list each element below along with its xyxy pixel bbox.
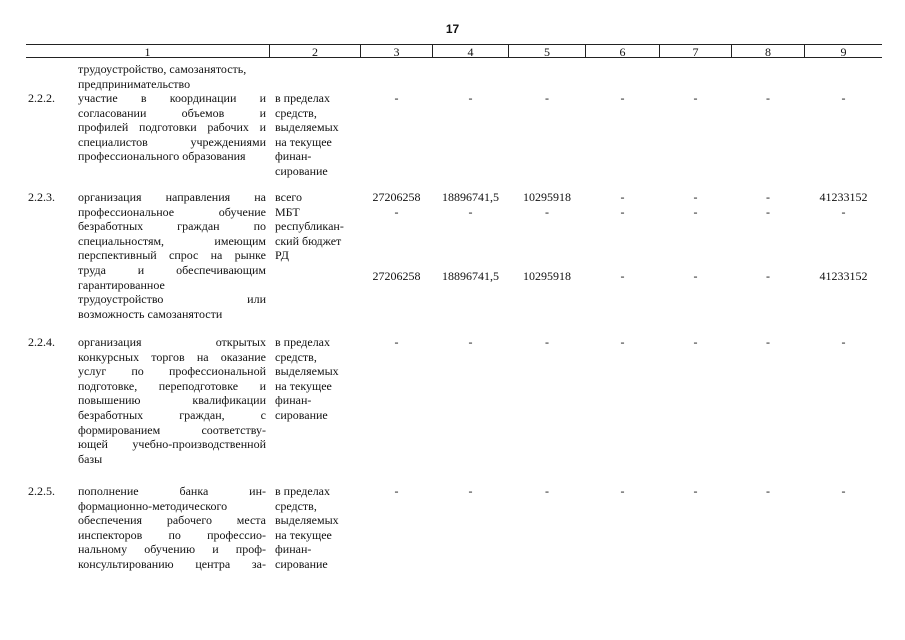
value-cell: -	[766, 484, 770, 498]
continuation-line: трудоустройство, самозанятость,	[78, 62, 247, 76]
value-cell: -	[841, 91, 846, 105]
value-cell: -	[841, 204, 846, 219]
value-cell: -	[468, 484, 473, 498]
column-header: 1	[144, 45, 151, 59]
row-id: 2.2.3.	[28, 190, 55, 204]
column-header: 9	[840, 45, 847, 59]
column-header: 4	[467, 45, 474, 59]
value-cell: -	[468, 204, 473, 219]
financing-line: выделяемых	[275, 513, 339, 528]
value-cell: -	[693, 484, 698, 498]
value-cell: -	[394, 204, 399, 219]
financing-line: на текущее	[275, 134, 332, 149]
value-cell: -	[545, 91, 549, 105]
financing-line: сирование	[275, 164, 328, 178]
row-description-line: конкурсных торгов на оказание	[78, 349, 266, 364]
value-cell: -	[394, 335, 399, 349]
row-description-line: участие в координации и	[78, 91, 266, 105]
value-cell: -	[620, 91, 625, 105]
value-cell: -	[693, 204, 698, 219]
value-cell: -	[693, 335, 698, 349]
row-description-line: возможность самозанятости	[78, 306, 223, 321]
value-cell: -	[545, 204, 549, 219]
column-header: 6	[619, 45, 626, 59]
row-description-line: обеспечения рабочего места	[78, 513, 266, 528]
row-description-line: специальностям, имеющим	[78, 233, 266, 248]
value-cell: -	[394, 484, 399, 498]
value-cell: -	[766, 190, 770, 204]
financing-line: финан-	[275, 149, 312, 164]
value-cell: 41233152	[819, 269, 868, 283]
value-cell: -	[468, 91, 473, 105]
column-header: 3	[393, 45, 400, 59]
financing-line: средств,	[275, 498, 317, 513]
row-id: 2.2.5.	[28, 484, 55, 498]
financing-line: на текущее	[275, 527, 332, 542]
row-description-line: консультированию центра за-	[78, 557, 266, 571]
value-cell: 27206258	[372, 269, 421, 283]
value-cell: -	[620, 335, 625, 349]
value-cell: -	[468, 335, 473, 349]
financing-line: выделяемых	[275, 120, 339, 135]
financing-line: МБТ	[275, 204, 300, 219]
row-description-line: специалистов учреждениями	[78, 134, 266, 149]
financing-line: средств,	[275, 105, 317, 120]
row-description-line: профилей подготовки рабочих и	[78, 120, 266, 135]
value-cell: -	[620, 190, 625, 204]
financing-line: сирование	[275, 408, 328, 422]
row-description-line: профессионального образования	[78, 149, 246, 164]
financing-line: финан-	[275, 393, 312, 408]
row-description-line: услуг по профессиональной	[78, 364, 266, 379]
row-description-line: профессиональное обучение	[78, 204, 266, 219]
value-cell: -	[766, 335, 770, 349]
value-cell: -	[841, 335, 846, 349]
row-description-line: базы	[78, 451, 103, 466]
column-header: 5	[544, 45, 550, 59]
row-description-line: труда и обеспечивающим	[78, 263, 266, 277]
row-description-line: перспективный спрос на рынке	[78, 248, 266, 263]
row-description-line: подготовке, переподготовке и	[78, 378, 266, 393]
value-cell: -	[620, 484, 625, 498]
value-cell: -	[766, 91, 770, 105]
value-cell: -	[394, 91, 399, 105]
financing-line: финан-	[275, 542, 312, 557]
financing-line: в пределах	[275, 335, 331, 349]
row-description-line: повышению квалификации	[78, 393, 266, 408]
column-header: 2	[312, 45, 318, 59]
value-cell: 27206258	[372, 190, 421, 204]
financing-line: сирование	[275, 557, 328, 571]
financing-line: всего	[275, 190, 303, 204]
row-description-line: безработных граждан, с	[78, 408, 266, 422]
row-description-line: ющей учебно-производственной	[78, 437, 266, 452]
row-description-line: трудоустройство или	[78, 292, 266, 307]
financing-line: республикан-	[275, 219, 344, 234]
continuation-line: предпринимательство	[78, 76, 191, 91]
page-number: 17	[445, 22, 460, 36]
row-description-line: согласовании объемов и	[78, 105, 266, 120]
row-description-line: организация направления на	[78, 190, 266, 204]
financing-line: в пределах	[275, 91, 331, 105]
row-description-line: безработных граждан по	[78, 219, 266, 234]
value-cell: 18896741,5	[442, 269, 499, 283]
financing-line: ский бюджет	[275, 233, 342, 248]
value-cell: 41233152	[819, 190, 868, 204]
financing-line: выделяемых	[275, 364, 339, 379]
value-cell: -	[545, 335, 549, 349]
financing-line: в пределах	[275, 484, 331, 498]
value-cell: 10295918	[523, 269, 571, 283]
value-cell: -	[693, 91, 698, 105]
value-cell: -	[841, 484, 846, 498]
financing-line: на текущее	[275, 378, 332, 393]
row-description-line: организация открытых	[78, 335, 266, 349]
value-cell: -	[545, 484, 549, 498]
value-cell: -	[620, 204, 625, 219]
value-cell: -	[693, 190, 698, 204]
column-header: 8	[765, 45, 771, 59]
row-description-line: гарантированное	[78, 277, 165, 292]
financing-line: средств,	[275, 349, 317, 364]
value-cell: 18896741,5	[442, 190, 499, 204]
financing-line: РД	[275, 248, 289, 263]
value-cell: -	[766, 204, 770, 219]
value-cell: -	[766, 269, 770, 283]
row-description-line: нальному обучению и проф-	[78, 542, 266, 557]
column-header: 7	[692, 45, 699, 59]
row-id: 2.2.4.	[28, 335, 55, 349]
row-description-line: инспекторов по профессио-	[78, 527, 266, 542]
value-cell: -	[693, 269, 698, 283]
row-description-line: формированием соответству-	[78, 422, 266, 437]
row-id: 2.2.2.	[28, 91, 55, 105]
value-cell: 10295918	[523, 190, 571, 204]
row-description-line: формационно-методического	[78, 498, 228, 513]
row-description-line: пополнение банка ин-	[78, 484, 266, 498]
value-cell: -	[620, 269, 625, 283]
